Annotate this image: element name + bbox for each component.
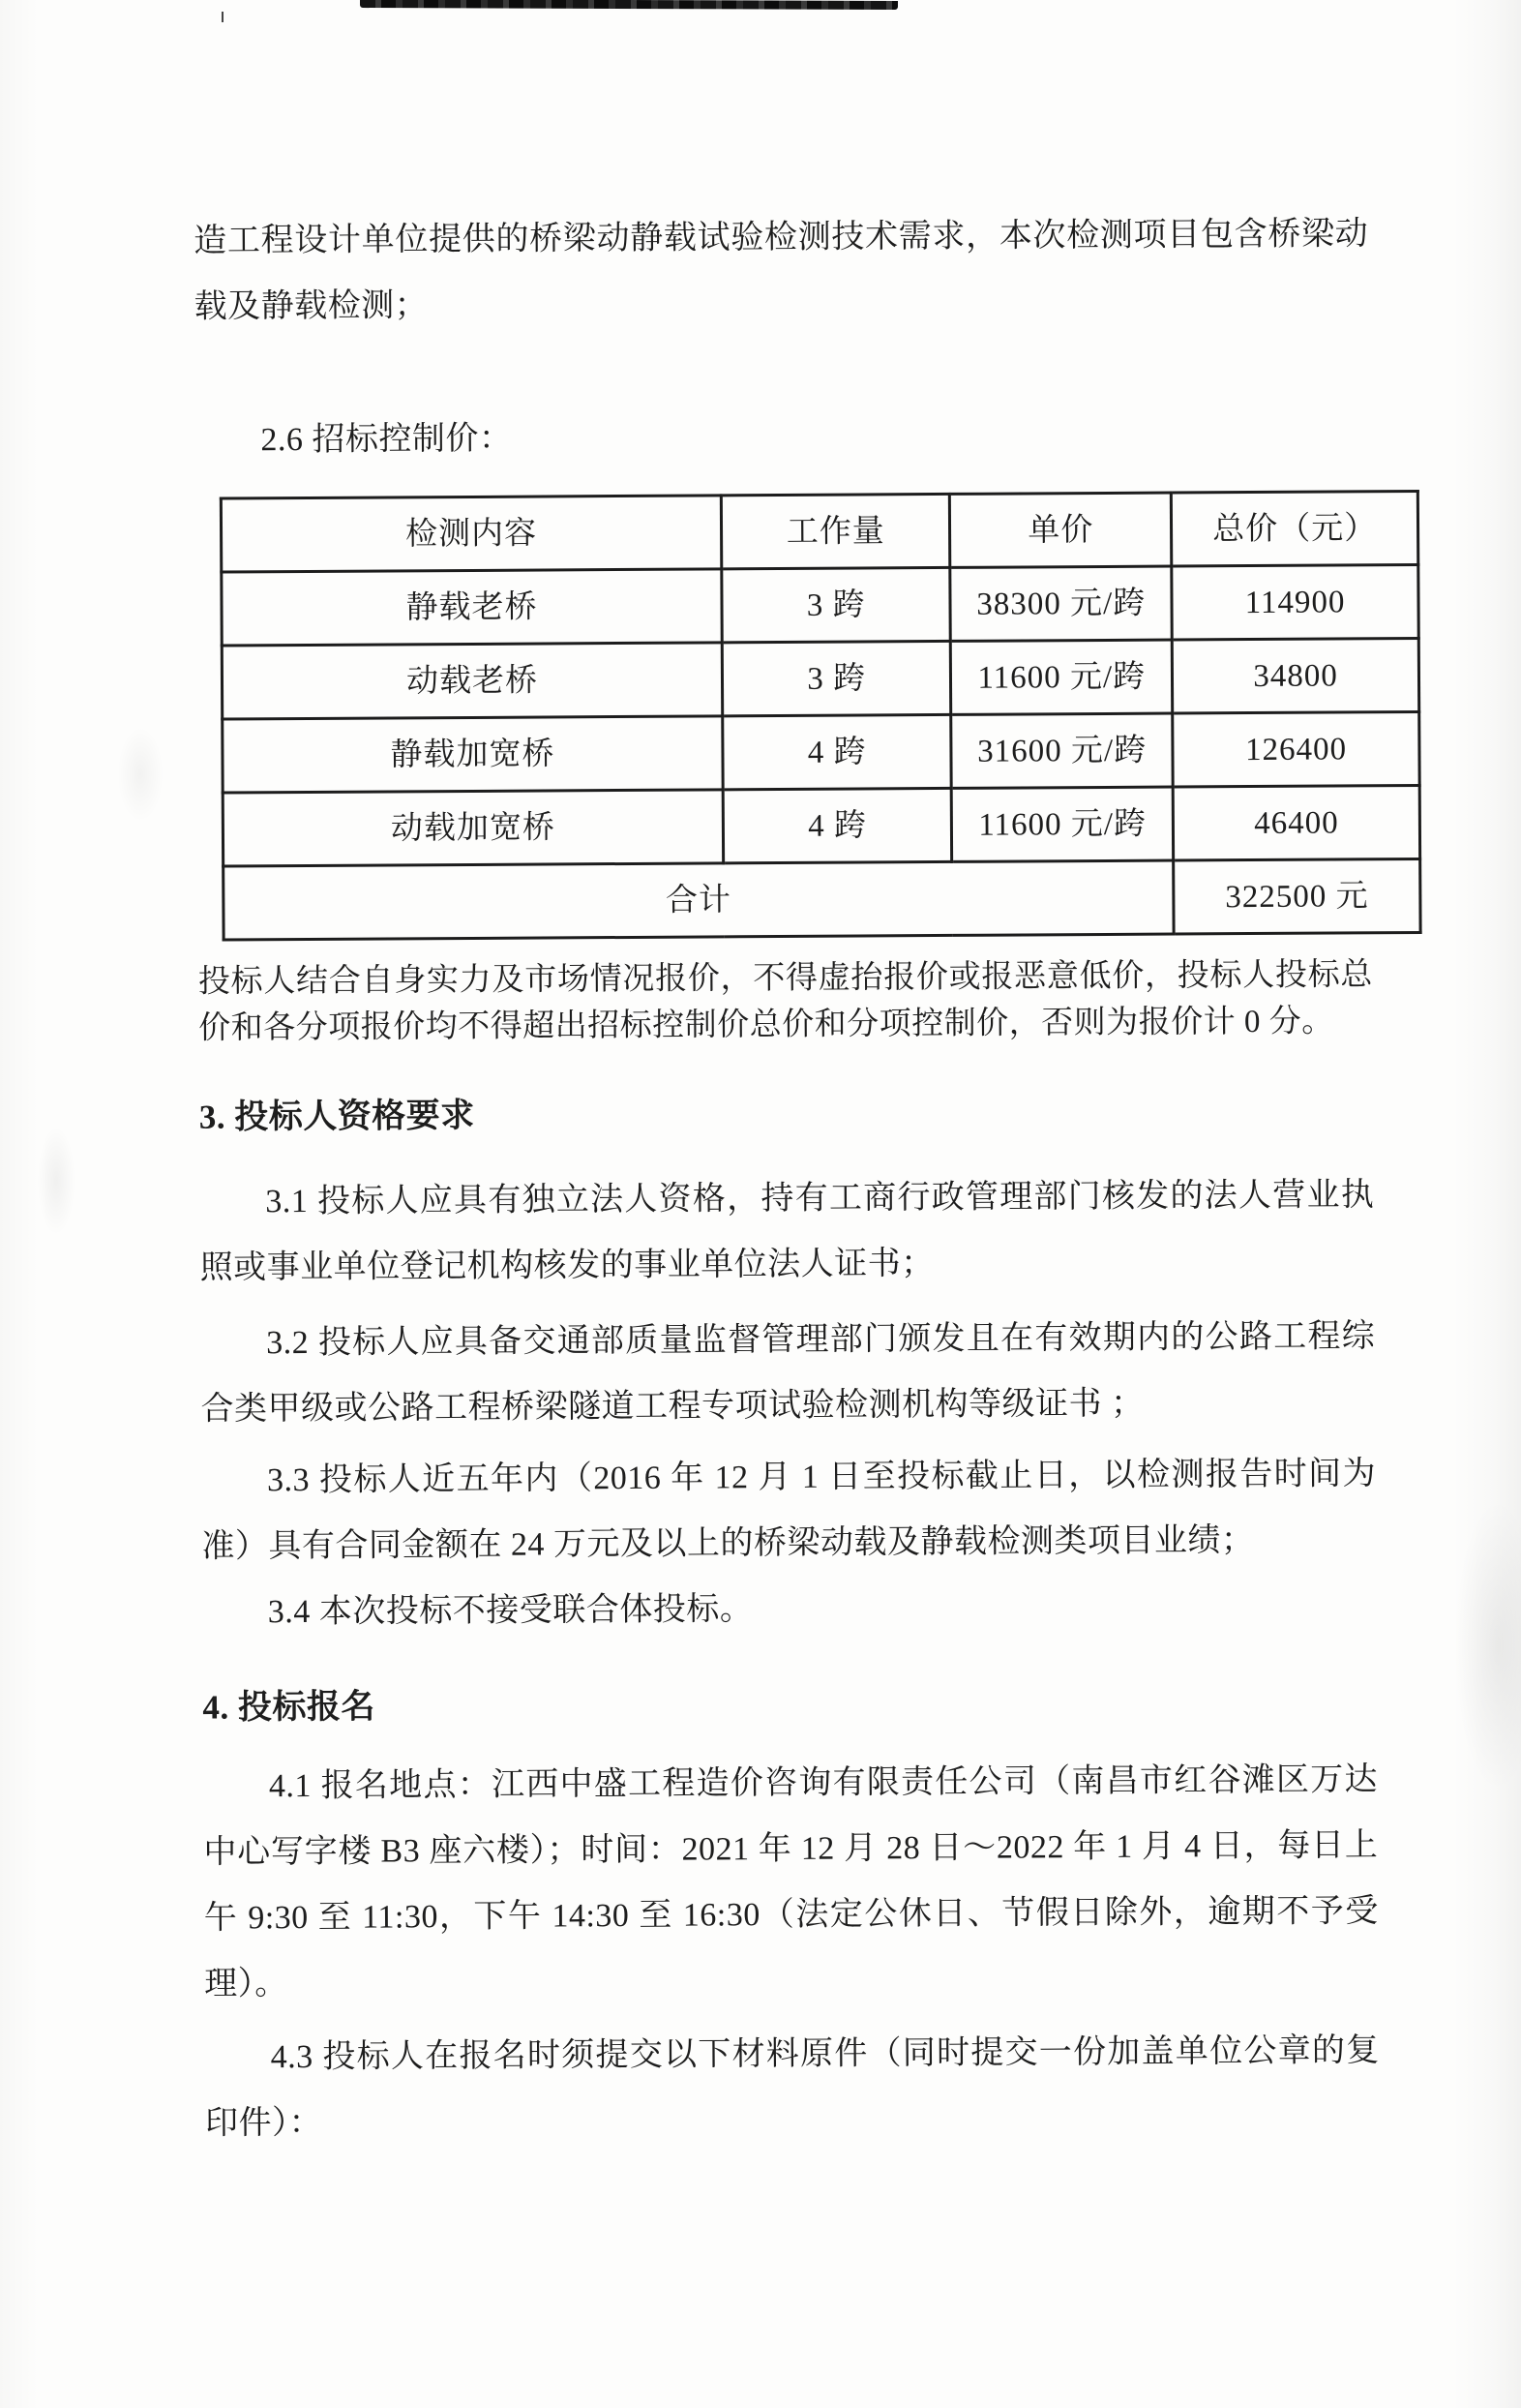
table-total-row bbox=[224, 858, 1420, 940]
cell-workload: 4 跨 bbox=[723, 714, 952, 789]
clause-4-3: 4.3 投标人在报名时须提交以下材料原件（同时提交一份加盖单位公章的复印件）： bbox=[204, 2032, 1380, 2142]
pricing-note-paragraph: 投标人结合自身实力及市场情况报价，不得虚抬报价或报恶意低价，投标人投标总价和各分项报价均不得超出招标控制价总价和分项控制价，否则为报价计 0 分。 bbox=[197, 957, 1373, 1046]
clause-3-1: 3.1 投标人应具有独立法人资格，持有工商行政管理部门核发的法人营业执照或事业单位登记机构核发的事业单位法人证书； bbox=[199, 1177, 1375, 1286]
cell-total: 126400 bbox=[1173, 711, 1419, 787]
table-header-row bbox=[221, 491, 1417, 572]
clause-3-2: 3.2 投标人应具备交通部质量监督管理部门颁发且在有效期内的公路工程综合类甲级或公路工程桥梁隧道工程专项试验检测机构等级证书 ； bbox=[200, 1318, 1376, 1428]
cell-total: 114900 bbox=[1172, 564, 1418, 640]
scan-artifact-tick bbox=[222, 12, 224, 22]
cell-unit-price: 11600 元/跨 bbox=[951, 640, 1173, 714]
intro-paragraph: 造工程设计单位提供的桥梁动静载试验检测技术需求，本次检测项目包含桥梁动载及静载检测； bbox=[194, 216, 1369, 325]
table-row bbox=[222, 638, 1418, 719]
cell-grand-total: 322500 元 bbox=[1174, 858, 1420, 934]
header-cell-total: 总价（元） bbox=[1171, 491, 1417, 566]
section-2-6-heading: 2.6 招标控制价： bbox=[260, 420, 513, 459]
cell-unit-price: 11600 元/跨 bbox=[952, 787, 1174, 861]
cell-content: 动载加宽桥 bbox=[223, 790, 724, 866]
clause-3-4: 3.4 本次投标不接受联合体投标。 bbox=[267, 1591, 754, 1631]
table-row bbox=[223, 711, 1419, 793]
table-row bbox=[223, 785, 1419, 866]
cell-total-label: 合计 bbox=[224, 860, 1175, 940]
cell-content: 静载老桥 bbox=[222, 569, 723, 646]
table-row bbox=[222, 564, 1418, 646]
cell-unit-price: 38300 元/跨 bbox=[950, 566, 1172, 641]
clause-3-3: 3.3 投标人近五年内（2016 年 12 月 1 日至投标截止日，以检测报告时间为准）具有合同金额在 24 万元及以上的桥梁动载及静载检测类项目业绩； bbox=[201, 1456, 1377, 1565]
header-cell-unit-price: 单价 bbox=[950, 493, 1172, 567]
header-cell-content: 检测内容 bbox=[221, 496, 722, 572]
cell-total: 46400 bbox=[1173, 785, 1419, 860]
section-3-heading: 3. 投标人资格要求 bbox=[198, 1096, 475, 1136]
clause-4-1: 4.1 报名地点：江西中盛工程造价咨询有限责任公司（南昌市红谷滩区万达中心写字楼 B3 座六楼）；时间：2021 年 12 月 28 日～2022 年 1 月 4 日，每日上午 9:30 至 11:30，下午 14:30 至 16:30（法定公休日、节假日除外，逾期不予受理）。 bbox=[203, 1761, 1379, 2002]
cell-content: 动载老桥 bbox=[222, 643, 723, 719]
scan-artifact-strip bbox=[360, 0, 898, 10]
section-4-heading: 4. 投标报名 bbox=[202, 1687, 376, 1727]
cell-workload: 3 跨 bbox=[722, 641, 951, 715]
cell-workload: 4 跨 bbox=[723, 788, 952, 862]
cell-total: 34800 bbox=[1172, 638, 1418, 713]
cell-workload: 3 跨 bbox=[722, 567, 951, 642]
header-cell-workload: 工作量 bbox=[721, 494, 950, 568]
document-body bbox=[194, 201, 1380, 2156]
control-price-table bbox=[220, 490, 1422, 942]
cell-unit-price: 31600 元/跨 bbox=[951, 713, 1173, 788]
cell-content: 静载加宽桥 bbox=[223, 716, 724, 793]
